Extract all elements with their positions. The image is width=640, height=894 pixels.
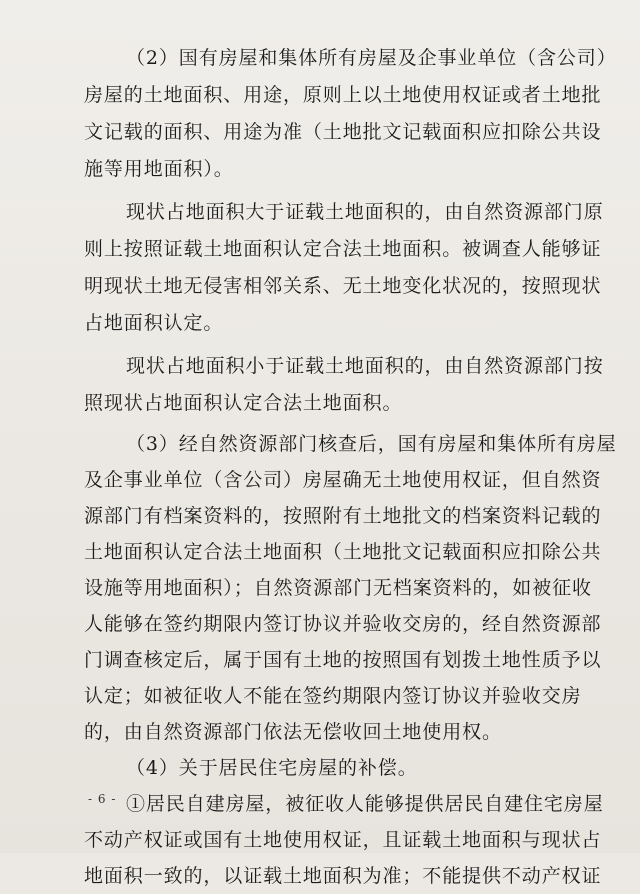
text-line: 设施等用地面积）；自然资源部门无档案资料的，如被征收 (84, 577, 592, 599)
text-line: 认定；如被征收人不能在签约期限内签订协议并验收交房 (84, 685, 582, 707)
text-line: 地面积一致的，以证载土地面积为准；不能提供不动产权证 (84, 865, 602, 887)
text-line: 照现状占地面积认定合法土地面积。 (84, 392, 403, 414)
paragraph-self-built-housing (84, 786, 604, 894)
paragraph-larger-area (84, 194, 604, 342)
text-line: 则上按照证载土地面积认定合法土地面积。被调查人能够证 (84, 238, 602, 260)
text-line: 门调查核定后，属于国有土地的按照国有划拨土地性质予以 (84, 649, 602, 671)
text-line: ①居民自建房屋，被征收人能够提供居民自建住宅房屋 (126, 793, 604, 815)
text-line: 占地面积认定。 (84, 312, 224, 334)
paragraph-4-residential-heading (84, 750, 584, 786)
text-line: 的，由自然资源部门依法无偿收回土地使用权。 (84, 721, 502, 743)
text-line: 施等用地面积）。 (84, 158, 234, 180)
text-line: 明现状土地无侵害相邻关系、无土地变化状况的，按照现状 (84, 275, 602, 297)
text-line: （2）国有房屋和集体所有房屋及企事业单位（含公司） (126, 47, 617, 69)
text-line: 及企事业单位（含公司）房屋确无土地使用权证，但自然资 (84, 469, 602, 491)
paragraph-2-land-area-rule (84, 40, 617, 188)
text-line: 现状占地面积小于证载土地面积的，由自然资源部门按 (126, 355, 604, 377)
text-line: 源部门有档案资料的，按照附有土地批文的档案资料记载的 (84, 505, 602, 527)
text-line: （3）经自然资源部门核查后，国有房屋和集体所有房屋 (126, 433, 617, 455)
paragraph-smaller-area (84, 348, 604, 422)
text-line: 房屋的土地面积、用途，原则上以土地使用权证或者土地批 (84, 84, 602, 106)
page-number: - 6 - (88, 792, 117, 806)
text-line: 现状占地面积大于证载土地面积的，由自然资源部门原 (126, 201, 604, 223)
text-line: 人能够在签约期限内签订协议并验收交房的，经自然资源部 (84, 613, 602, 635)
text-line: （4）关于居民住宅房屋的补偿。 (126, 757, 418, 779)
body-text (84, 40, 617, 894)
text-line: 土地面积认定合法土地面积（土地批文记载面积应扣除公共 (84, 541, 602, 563)
paragraph-3-no-certificate (84, 426, 617, 750)
text-line: 不动产权证或国有土地使用权证，且证载土地面积与现状占 (84, 829, 602, 851)
text-line: 文记载的面积、用途为准（土地批文记载面积应扣除公共设 (84, 121, 602, 143)
